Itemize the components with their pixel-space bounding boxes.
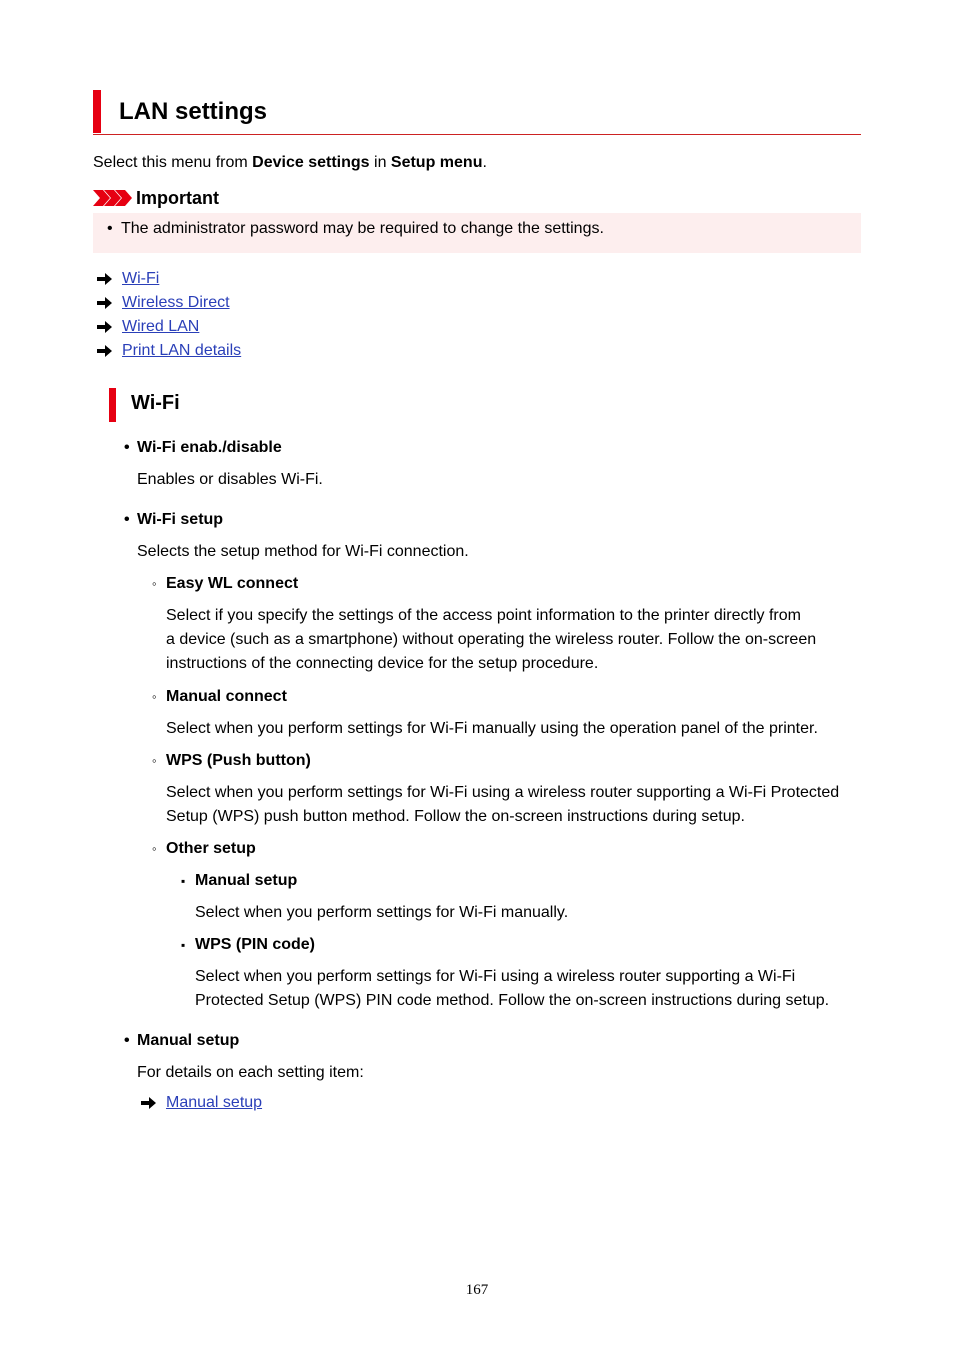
- wifi-enable-title: Wi-Fi enab./disable: [137, 439, 282, 456]
- manual-connect-title: Manual connect: [166, 688, 287, 705]
- important-chevron-icon: [93, 190, 133, 211]
- link-wireless-direct[interactable]: Wireless Direct: [122, 294, 230, 311]
- sub-other-setup: ◦ Other setup: [152, 840, 256, 857]
- intro-device-settings: Device settings: [252, 154, 370, 171]
- page-heading: [93, 90, 861, 135]
- important-text: The administrator password may be required to change the settings.: [121, 220, 604, 237]
- wifi-enable-desc: Enables or disables Wi-Fi.: [137, 471, 323, 488]
- other-manual-setup-desc: Select when you perform settings for Wi-Fi manually.: [195, 904, 569, 921]
- arrow-right-icon: [97, 321, 113, 333]
- arrow-right-icon: [97, 345, 113, 357]
- sub-sub-manual-setup: ▪ Manual setup: [181, 872, 298, 889]
- bullet-wifi-enable: • Wi-Fi enab./disable: [124, 439, 282, 456]
- easy-wl-line3: instructions of the connecting device for the setup procedure.: [166, 655, 599, 672]
- wps-push-line1: Select when you perform settings for Wi-Fi using a wireless router supporting a Wi-Fi Protected: [166, 784, 840, 801]
- sub-sub-wps-pin: ▪ WPS (PIN code): [181, 936, 316, 953]
- manual-setup-title: Manual setup: [137, 1032, 240, 1049]
- page-title: LAN settings: [119, 98, 268, 125]
- section-title: Wi-Fi: [131, 392, 180, 414]
- manual-setup-desc: For details on each setting item:: [137, 1064, 364, 1081]
- sub-manual-connect: ◦ Manual connect: [152, 688, 287, 705]
- important-box: [93, 213, 861, 253]
- link-manual-setup[interactable]: Manual setup: [166, 1094, 263, 1111]
- important-label: Important: [136, 188, 219, 208]
- intro-text: [93, 154, 487, 172]
- section-accent-bar: [109, 388, 116, 422]
- other-manual-setup-title: Manual setup: [195, 872, 298, 889]
- intro-suffix: .: [482, 154, 487, 171]
- wps-push-line2: Setup (WPS) push button method. Follow the on-screen instructions during setup.: [166, 808, 745, 825]
- sub-wps-push: ◦ WPS (Push button): [152, 752, 311, 769]
- link-wired-lan[interactable]: Wired LAN: [122, 318, 200, 335]
- page-number: 167: [465, 1282, 489, 1298]
- link-wifi[interactable]: Wi-Fi: [122, 270, 160, 287]
- wifi-setup-title: Wi-Fi setup: [137, 511, 224, 528]
- intro-setup-menu: Setup menu: [390, 154, 483, 171]
- link-item: [97, 339, 241, 363]
- heading-accent-bar: [93, 90, 101, 133]
- link-item: [97, 267, 241, 291]
- wps-push-title: WPS (Push button): [166, 752, 311, 769]
- easy-wl-line1: Select if you specify the settings of the access point information to the printer directly from: [166, 607, 801, 624]
- link-item: [97, 315, 241, 339]
- easy-wl-line2: a device (such as a smartphone) without operating the wireless router. Follow the on-screen: [166, 631, 817, 648]
- other-setup-title: Other setup: [166, 840, 256, 857]
- important-item: • The administrator password may be required to change the settings.: [107, 220, 604, 237]
- arrow-right-icon: [141, 1097, 157, 1109]
- link-print-lan-details[interactable]: Print LAN details: [122, 342, 242, 359]
- intro-prefix: Select this menu from: [93, 154, 253, 171]
- easy-wl-title: Easy WL connect: [166, 575, 299, 592]
- manual-setup-link-row: [141, 1094, 262, 1112]
- page-content: [93, 90, 861, 1111]
- wifi-setup-desc: Selects the setup method for Wi-Fi connection.: [137, 543, 469, 560]
- bullet-manual-setup: • Manual setup: [124, 1032, 240, 1049]
- link-list: [97, 267, 241, 363]
- intro-mid: in: [369, 154, 391, 171]
- wps-pin-title: WPS (PIN code): [195, 936, 316, 953]
- arrow-right-icon: [97, 273, 113, 285]
- sub-easy-wl-connect: ◦ Easy WL connect: [152, 575, 299, 592]
- bullet-wifi-setup: • Wi-Fi setup: [124, 511, 224, 528]
- manual-connect-desc: Select when you perform settings for Wi-Fi manually using the operation panel of the printer.: [166, 720, 818, 737]
- wps-pin-line2: Protected Setup (WPS) PIN code method. Follow the on-screen instructions during setup.: [195, 992, 830, 1009]
- arrow-right-icon: [97, 297, 113, 309]
- link-item: [97, 291, 241, 315]
- wps-pin-line1: Select when you perform settings for Wi-Fi using a wireless router supporting a Wi-Fi: [195, 968, 796, 985]
